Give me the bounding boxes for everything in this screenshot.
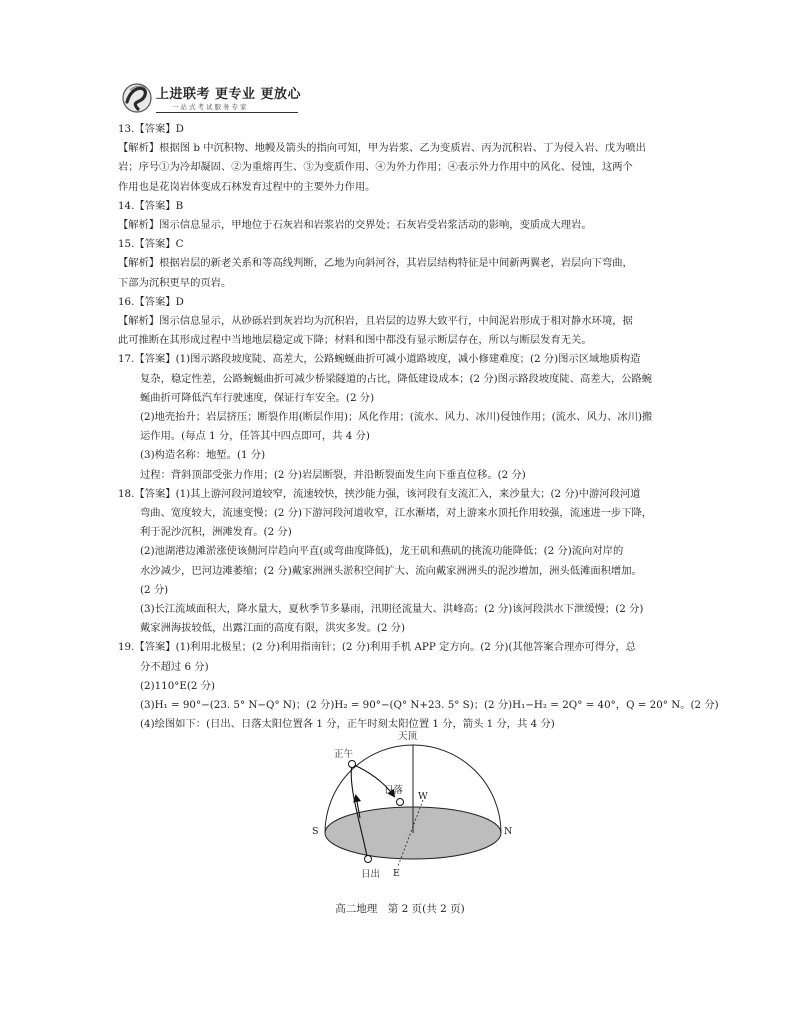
answer-line: (2)池湖港边滩淤涨使该侧河岸趋向平直(或弯曲度降低)，龙王矶和燕矶的挑流功能降低；(2 分)流向对岸的 xyxy=(140,545,624,558)
answer-line: 18.【答案】(1)其上游河段河道较窄，流速较快，挟沙能力强，该河段有支流汇入，来沙量大；(2 分)中游河段河道 xyxy=(118,487,641,500)
answer-line: 岩；序号①为冷却凝固、②为重熔再生、③为变质作用、④为外力作用；④表示外力作用中的风化、侵蚀，这两个 xyxy=(118,161,633,174)
sun-path-diagram xyxy=(308,726,518,888)
logo-emblem-icon xyxy=(118,78,158,118)
answer-line: 14.【答案】B xyxy=(118,199,184,212)
answer-line: 15.【答案】C xyxy=(118,238,184,251)
answer-line: (2 分) xyxy=(140,583,169,596)
label-sunrise: 日出 xyxy=(361,869,381,880)
answer-line: 过程：背斜顶部受张力作用；(2 分)岩层断裂，并沿断裂面发生向下垂直位移。(2 分) xyxy=(140,468,526,481)
answer-line: 弯曲、宽度较大，流速变慢；(2 分)下游河段河道收窄，江水漸堵，对上游来水顶托作用较强，流速进一步下降， xyxy=(140,507,653,520)
answer-line: 复杂，稳定性差，公路蜿蜒曲折可减少桥梁隧道的占比，降低建设成本；(2 分)图示路段坡度陡、高差大，公路蜿 xyxy=(140,372,653,385)
label-sunset: 日落 xyxy=(384,785,404,796)
logo-subtitle: 一站式考试服务专家 xyxy=(172,103,249,111)
answer-line: 戴家洲海拔较低，出露江面的高度有限，洪灾多发。(2 分) xyxy=(140,622,405,635)
answer-line: (2)110°E(2 分) xyxy=(140,679,216,692)
answer-line: (2)地壳抬升；岩层挤压；断裂作用(断层作用)；风化作用；(流水、风力、冰川)侵蚀作用；(流水、风力、冰川)搬 xyxy=(140,411,653,424)
answer-line: (4)绘图如下：(日出、日落太阳位置各 1 分，正午时刻太阳位置 1 分，箭头 1 分，共 4 分) xyxy=(140,718,555,731)
answer-line: 【解析】图示信息显示，从砂砾岩到灰岩均为沉积岩，且岩层的边界大致平行，中间泥岩形成于相对静水环境，据 xyxy=(118,315,633,328)
sunrise-sun-marker xyxy=(365,856,372,863)
answer-line: 利于泥沙沉积，洲滩发育。(2 分) xyxy=(140,526,292,539)
sunset-sun-marker xyxy=(397,799,404,806)
logo-title: 上进联考 更专业 更放心 xyxy=(156,87,302,102)
page-footer: 高二地理 第 2 页(共 2 页) xyxy=(335,903,465,915)
answer-line: (3)构造名称：地堑。(1 分) xyxy=(140,449,266,462)
answer-content xyxy=(118,120,719,735)
answer-line: 【解析】根据岩层的新老关系和等高线判断，乙地为向斜河谷，其岩层结构特征是中间新两翼老，岩层向下弯曲， xyxy=(118,257,633,270)
label-east: E xyxy=(393,868,400,879)
answer-line: (3)H₁ = 90°−(23. 5° N−Q° N)；(2 分)H₂ = 90°−(Q° N+23. 5° S)；(2 分)H₁−H₂ = 2Q° = 40°，Q = 20° N。(2 分) xyxy=(140,699,719,712)
label-north: N xyxy=(504,826,513,837)
answer-line: (3)长江流域面积大，降水量大，夏秋季节多暴雨，汛期径流量大、洪峰高；(2 分)该河段洪水下泄缓慢；(2 分) xyxy=(140,603,644,616)
answer-line: 运作用。(每点 1 分，任答其中四点即可，共 4 分) xyxy=(140,430,370,443)
answer-line: 16.【答案】D xyxy=(118,295,184,308)
answer-line: 蜒曲折可降低汽车行驶速度，保证行车安全。(2 分) xyxy=(140,391,375,404)
answer-line: 水沙减少，巴河边滩萎缩；(2 分)戴家洲洲头淤积空间扩大、流向戴家洲洲头的泥沙增加，洲头低滩面积增加。 xyxy=(140,564,642,577)
label-south: S xyxy=(312,826,319,837)
label-zenith: 天顶 xyxy=(398,731,418,742)
answer-line: 13.【答案】D xyxy=(118,123,184,135)
label-noon: 正午 xyxy=(334,749,354,760)
answer-line: 17.【答案】(1)图示路段坡度陡、高差大，公路蜿蜒曲折可减小道路坡度，减小修建难度；(2 分)图示区域地质构造 xyxy=(118,353,641,366)
answer-line: 【解析】根据图 b 中沉积物、地幔及箭头的指向可知，甲为岩浆、乙为变质岩、丙为沉积岩、丁为侵入岩、戊为喷出 xyxy=(118,142,646,155)
answer-line: 分不超过 6 分) xyxy=(140,660,209,673)
answer-line: 19.【答案】(1)利用北极星；(2 分)利用指南针；(2 分)利用手机 APP 定方向。(2 分)(其他答案合理亦可得分，总 xyxy=(118,641,636,654)
answer-line: 作用也是花岗岩体变成石林发育过程中的主要外力作用。 xyxy=(118,180,376,193)
answer-line: 【解析】图示信息显示，甲地位于石灰岩和岩浆岩的交界处；石灰岩受岩浆活动的影响，变质成大理岩。 xyxy=(118,219,592,232)
logo-divider xyxy=(156,112,298,113)
answer-line: 此可推断在其形成过程中当地地层稳定或下降；材料和图中都没有显示断层存在，所以与断层发育无关。 xyxy=(118,334,592,347)
label-west: W xyxy=(418,791,428,802)
answer-line: 下部为沉积更早的页岩。 xyxy=(118,276,232,289)
noon-sun-marker xyxy=(349,761,356,768)
